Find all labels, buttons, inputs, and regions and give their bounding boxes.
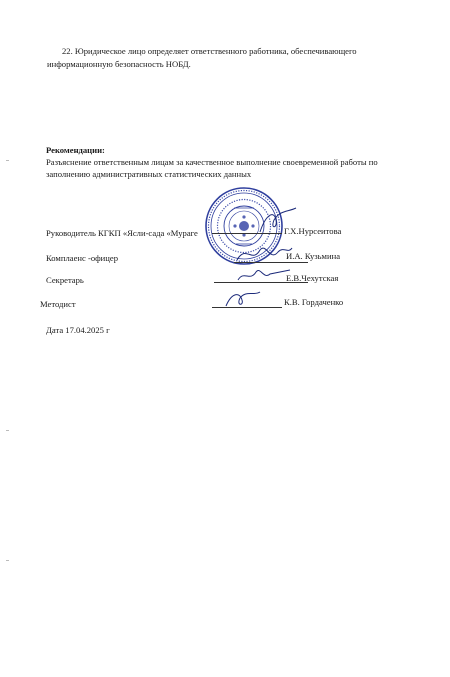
signatory-name-director: Г.Х.Нурсеитова [284,226,342,236]
item-22-line-2: информационную безопасность НОБД. [47,59,191,69]
signatory-role-compliance: Комплаенс -офицер [46,253,118,263]
scan-mark [6,160,9,161]
signatory-role-director: Руководитель КГКП «Ясли-сада «Мураге [46,228,198,238]
recommendations-line-1: Разъяснение ответственным лицам за качественное выполнение своевременной работы по [46,157,378,167]
scan-mark [6,560,9,561]
item-22-line-1: 22. Юридическое лицо определяет ответственного работника, обеспечивающего [62,46,357,56]
recommendations-heading: Рекомендации: [46,145,105,155]
signatory-name-compliance: И.А. Кузьмина [286,251,341,261]
document-date: Дата 17.04.2025 г [46,325,110,335]
signatory-role-methodist: Методист [40,299,76,309]
signature-2 [234,240,294,266]
recommendations-line-2: заполнению административных статистических данных [46,169,252,179]
signatory-name-methodist: К.В. Гордаченко [284,297,344,307]
signatory-role-secretary: Секретарь [46,275,84,285]
scan-mark [6,430,9,431]
signature-4 [220,288,264,310]
signature-3 [234,264,294,286]
signatory-name-secretary: Е.В.Чехутская [286,273,339,283]
